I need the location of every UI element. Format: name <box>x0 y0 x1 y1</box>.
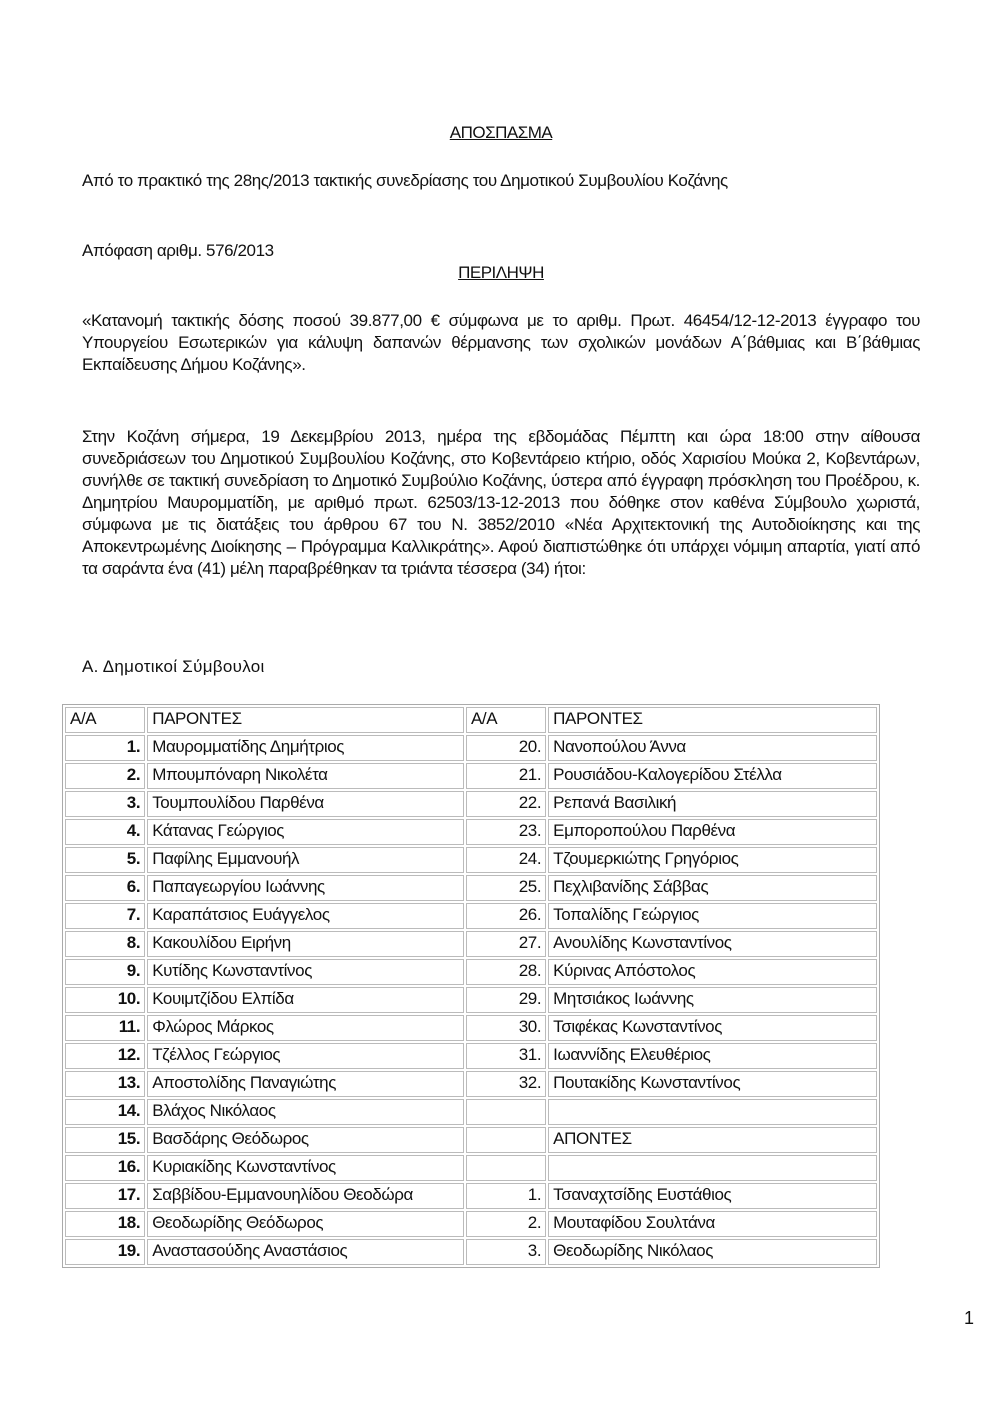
summary-paragraph: «Κατανομή τακτικής δόσης ποσού 39.877,00 € σύμφωνα με το αριθμ. Πρωτ. 46454/12-12-2013 έγγραφο του Υπουργείου Εσωτερικών για κάλυψη δαπανών θέρμανσης των σχολικών μονάδων Α΄βάθμιας και Β΄βάθμιας Εκπαίδευσης Δήμου Κοζάνης». <box>82 311 920 374</box>
member-name-right: Τοπαλίδης Γεώργιος <box>548 903 877 929</box>
subject-heading: ΠΕΡΙΛΗΨΗ <box>458 263 544 282</box>
row-number-left: 19. <box>65 1239 145 1265</box>
member-name-left: Αποστολίδης Παναγιώτης <box>147 1071 464 1097</box>
member-name-left: Φλώρος Μάρκος <box>147 1015 464 1041</box>
row-number-left: 7. <box>65 903 145 929</box>
header-number-right: Α/Α <box>466 707 546 733</box>
member-name-right: Κύρινας Απόστολος <box>548 959 877 985</box>
member-name-right: Ρουσιάδου-Καλογερίδου Στέλλα <box>548 763 877 789</box>
table-row <box>65 1183 877 1209</box>
member-name-right: Νανοπούλου Άννα <box>548 735 877 761</box>
header-number-left: Α/Α <box>65 707 145 733</box>
table-row <box>65 959 877 985</box>
member-name-right: Τσαναχτσίδης Ευστάθιος <box>548 1183 877 1209</box>
member-name-right: Τζουμερκιώτης Γρηγόριος <box>548 847 877 873</box>
row-number-left: 5. <box>65 847 145 873</box>
page-number: 1 <box>964 1308 975 1328</box>
row-number-left: 16. <box>65 1155 145 1181</box>
table-row <box>65 819 877 845</box>
row-number-right: 29. <box>466 987 546 1013</box>
member-name-right <box>548 1099 877 1125</box>
row-number-left: 17. <box>65 1183 145 1209</box>
table-row <box>65 847 877 873</box>
member-name-left: Κάτανας Γεώργιος <box>147 819 464 845</box>
row-number-left: 11. <box>65 1015 145 1041</box>
header-present-right: ΠΑΡΟΝΤΕΣ <box>548 707 877 733</box>
row-number-right: 3. <box>466 1239 546 1265</box>
member-name-left: Τζέλλος Γεώργιος <box>147 1043 464 1069</box>
table-row <box>65 931 877 957</box>
intro-paragraph: Από το πρακτικό της 28ης/2013 τακτικής συνεδρίασης του Δημοτικού Συμβουλίου Κοζάνης <box>82 171 728 190</box>
row-number-left: 4. <box>65 819 145 845</box>
row-number-right: 23. <box>466 819 546 845</box>
member-name-left: Κυτίδης Κωνσταντίνος <box>147 959 464 985</box>
row-number-left: 6. <box>65 875 145 901</box>
row-number-right: 28. <box>466 959 546 985</box>
row-number-right: 27. <box>466 931 546 957</box>
member-name-left: Κυριακίδης Κωνσταντίνος <box>147 1155 464 1181</box>
table-row <box>65 735 877 761</box>
row-number-left: 12. <box>65 1043 145 1069</box>
row-number-right: 20. <box>466 735 546 761</box>
row-number-right: 31. <box>466 1043 546 1069</box>
member-name-right: Ανουλίδης Κωνσταντίνος <box>548 931 877 957</box>
row-number-right <box>466 1099 546 1125</box>
table-row <box>65 875 877 901</box>
member-name-right: Ιωαννίδης Ελευθέριος <box>548 1043 877 1069</box>
row-number-left: 10. <box>65 987 145 1013</box>
table-row <box>65 1015 877 1041</box>
table-row <box>65 763 877 789</box>
table-row <box>65 1127 877 1153</box>
row-number-left: 18. <box>65 1211 145 1237</box>
member-name-left: Θεοδωρίδης Θεόδωρος <box>147 1211 464 1237</box>
header-present-left: ΠΑΡΟΝΤΕΣ <box>147 707 464 733</box>
row-number-right: 1. <box>466 1183 546 1209</box>
table-row <box>65 1099 877 1125</box>
row-number-right: 25. <box>466 875 546 901</box>
row-number-right: 24. <box>466 847 546 873</box>
table-row <box>65 1071 877 1097</box>
table-row <box>65 903 877 929</box>
row-number-left: 14. <box>65 1099 145 1125</box>
table-row <box>65 1155 877 1181</box>
member-name-right: Πουτακίδης Κωνσταντίνος <box>548 1071 877 1097</box>
row-number-left: 2. <box>65 763 145 789</box>
member-name-right: Θεοδωρίδης Νικόλαος <box>548 1239 877 1265</box>
row-number-right: 22. <box>466 791 546 817</box>
member-name-left: Βασδάρης Θεόδωρος <box>147 1127 464 1153</box>
row-number-left: 1. <box>65 735 145 761</box>
member-name-right: Πεχλιβανίδης Σάββας <box>548 875 877 901</box>
member-name-left: Αναστασούδης Αναστάσιος <box>147 1239 464 1265</box>
section-label: Α. Δημοτικοί Σύμβουλοι <box>82 657 265 676</box>
member-name-right: Τσιφέκας Κωνσταντίνος <box>548 1015 877 1041</box>
row-number-right: 32. <box>466 1071 546 1097</box>
row-number-right: 2. <box>466 1211 546 1237</box>
table-row <box>65 791 877 817</box>
table-row <box>65 1239 877 1265</box>
document-title: ΑΠΟΣΠΑΣΜΑ <box>449 123 553 142</box>
row-number-right: 21. <box>466 763 546 789</box>
member-name-left: Καραπάτσιος Ευάγγελος <box>147 903 464 929</box>
member-name-right: Εμποροπούλου Παρθένα <box>548 819 877 845</box>
row-number-right <box>466 1127 546 1153</box>
row-number-left: 8. <box>65 931 145 957</box>
member-name-right: Μουταφίδου Σουλτάνα <box>548 1211 877 1237</box>
member-name-right <box>548 1155 877 1181</box>
row-number-right: 30. <box>466 1015 546 1041</box>
member-name-left: Μπουμπόναρη Νικολέτα <box>147 763 464 789</box>
row-number-left: 15. <box>65 1127 145 1153</box>
member-name-left: Παφίλης Εμμανουήλ <box>147 847 464 873</box>
meeting-paragraph: Στην Κοζάνη σήμερα, 19 Δεκεμβρίου 2013, ημέρα της εβδομάδας Πέμπτη και ώρα 18:00 στην αίθουσα συνεδριάσεων του Δημοτικού Συμβουλίου Κοζάνης, στο Κοβεντάρειο κτήριο, οδός Χαρισίου Μούκα 2, Κοβεντάρων, συνήλθε σε τακτική συνεδρίαση το Δημοτικό Συμβούλιο Κοζάνης, ύστερα από έγγραφη πρόσκληση του Προέδρου, κ. Δημητρίου Μαυρομματίδη, με αριθμό πρωτ. 62503/13-12-2013 που δόθηκε στον καθένα Σύμβουλο χωριστά, σύμφωνα με τις διατάξεις του άρθρου 67 του Ν. 3852/2010 «Νέα Αρχιτεκτονική της Αυτοδιοίκησης και της Αποκεντρωμένης Διοίκησης – Πρόγραμμα Καλλικράτης». Αφού διαπιστώθηκε ότι υπάρχει νόμιμη απαρτία, γιατί από τα σαράντα ένα (41) μέλη παραβρέθηκαν τα τριάντα τέσσερα (34) ήτοι: <box>82 427 920 578</box>
member-name-left: Τουμπουλίδου Παρθένα <box>147 791 464 817</box>
table-row <box>65 1043 877 1069</box>
table-header-row <box>65 707 877 733</box>
table-row <box>65 1211 877 1237</box>
row-number-left: 9. <box>65 959 145 985</box>
row-number-right <box>466 1155 546 1181</box>
member-name-left: Μαυρομματίδης Δημήτριος <box>147 735 464 761</box>
member-name-right: ΑΠΟΝΤΕΣ <box>548 1127 877 1153</box>
member-name-left: Κακουλίδου Ειρήνη <box>147 931 464 957</box>
row-number-left: 3. <box>65 791 145 817</box>
member-name-left: Κουιμτζίδου Ελπίδα <box>147 987 464 1013</box>
members-table <box>62 704 880 1268</box>
member-name-left: Βλάχος Νικόλαος <box>147 1099 464 1125</box>
decision-number: Απόφαση αριθμ. 576/2013 <box>82 241 274 260</box>
member-name-left: Σαββίδου-Εμμανουηλίδου Θεοδώρα <box>147 1183 464 1209</box>
row-number-left: 13. <box>65 1071 145 1097</box>
member-name-left: Παπαγεωργίου Ιωάννης <box>147 875 464 901</box>
row-number-right: 26. <box>466 903 546 929</box>
member-name-right: Ρεπανά Βασιλική <box>548 791 877 817</box>
table-row <box>65 987 877 1013</box>
member-name-right: Μητσιάκος Ιωάννης <box>548 987 877 1013</box>
